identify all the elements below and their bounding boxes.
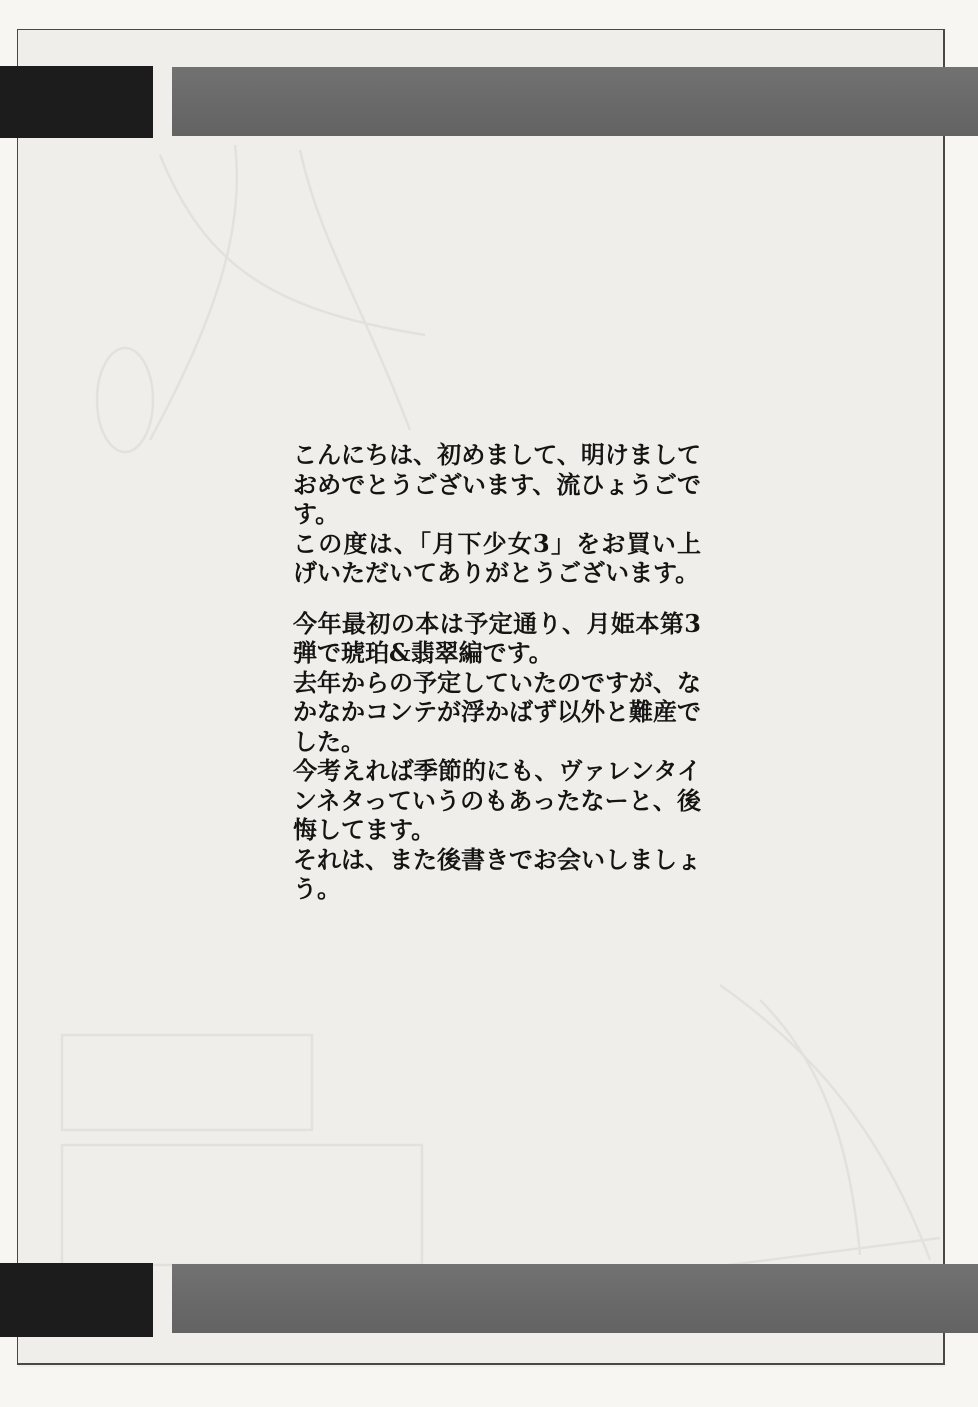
top-gray-bar bbox=[172, 67, 978, 136]
foreword-text-block bbox=[293, 440, 701, 904]
foreword-sentence-production: 去年からの予定していたのですが、なかなかコンテが浮かばず以外と難産でした。 bbox=[293, 667, 701, 756]
foreword-sentence-thanks: この度は、「月下少女3」をお買い上げいただいてありがとうございます。 bbox=[293, 528, 701, 587]
foreword-sentence-greeting: こんにちは、初めまして、明けましておめでとうございます、流ひょうごです。 bbox=[293, 440, 701, 528]
paragraph-gap bbox=[293, 588, 701, 609]
foreword-sentence-book-intro: 今年最初の本は予定通り、月姫本第3弾で琥珀&翡翠編です。 bbox=[293, 608, 701, 667]
bottom-left-black-block bbox=[0, 1263, 153, 1337]
foreword-sentence-regret: 今考えれば季節的にも、ヴァレンタインネタっていうのもあったなーと、後悔してます。 bbox=[293, 756, 701, 844]
bottom-gray-bar bbox=[172, 1264, 978, 1333]
top-left-black-block bbox=[0, 66, 153, 138]
foreword-sentence-closing: それは、また後書きでお会いしましょう。 bbox=[293, 844, 701, 903]
